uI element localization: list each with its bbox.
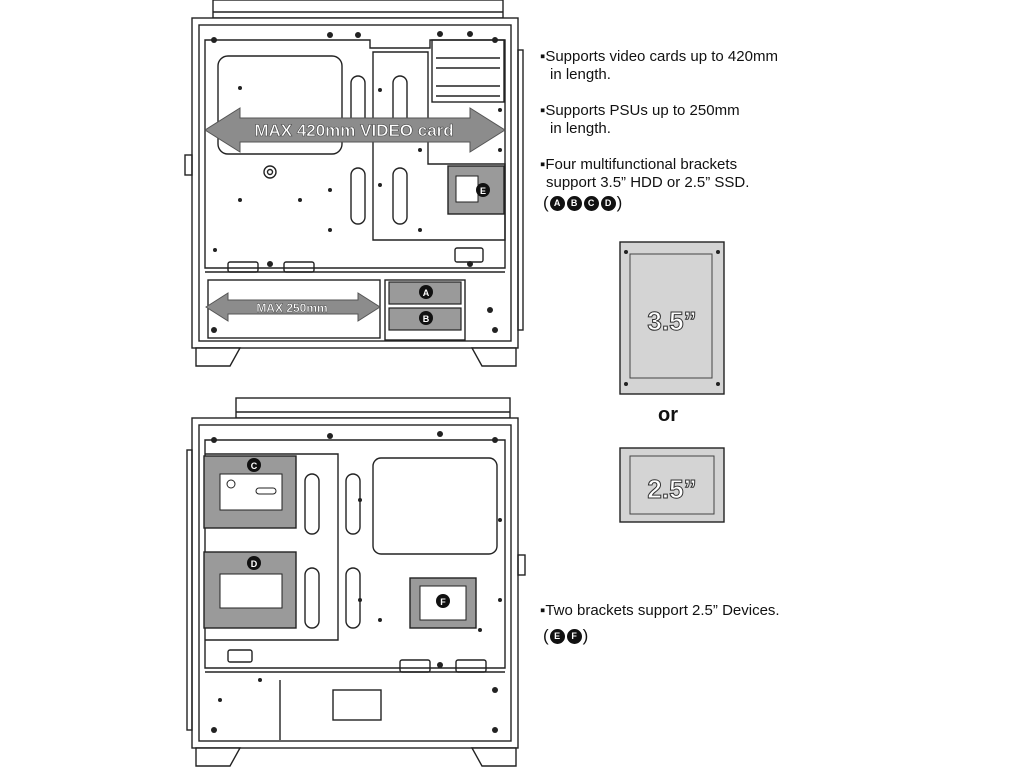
badge-a: A bbox=[550, 196, 565, 211]
bracket-c-label: C bbox=[250, 461, 258, 471]
bracket-c bbox=[204, 456, 296, 528]
ssd-2-5-drive bbox=[620, 448, 724, 522]
bracket-d bbox=[204, 552, 296, 628]
badge-f: F bbox=[567, 629, 582, 644]
brackets-note-line1: ▪Four multifunctional brackets bbox=[540, 156, 738, 173]
hdd-3-5-drive bbox=[620, 242, 724, 394]
hdd-label: 3.5” bbox=[647, 306, 697, 336]
psu-note-line1: ▪Supports PSUs up to 250mm bbox=[540, 102, 740, 119]
badge-b: B bbox=[567, 196, 582, 211]
bracket-d-label: D bbox=[250, 559, 258, 569]
bracket-f bbox=[410, 578, 476, 628]
badge-d: D bbox=[601, 196, 616, 211]
bracket-e bbox=[448, 166, 504, 214]
badge-e: E bbox=[550, 629, 565, 644]
video-note-line2: in length. bbox=[550, 66, 611, 83]
brackets-badges: ( A B C D ) bbox=[543, 193, 623, 212]
video-note-line1: ▪Supports video cards up to 420mm bbox=[540, 48, 778, 65]
or-label: or bbox=[658, 404, 678, 426]
badge-c: C bbox=[584, 196, 599, 211]
psu-arrow-label: MAX 250mm bbox=[256, 301, 328, 315]
video-card-arrow-label: MAX 420mm VIDEO card bbox=[254, 121, 454, 140]
brackets-note bbox=[540, 156, 749, 192]
psu-note bbox=[540, 102, 740, 138]
two-brackets-note-line1: ▪Two brackets support 2.5” Devices. bbox=[540, 602, 780, 619]
bracket-e-label: E bbox=[479, 186, 487, 196]
video-card-note bbox=[540, 48, 778, 84]
ssd-label: 2.5” bbox=[647, 474, 697, 504]
bracket-f-label: F bbox=[440, 597, 446, 607]
bracket-b-label: B bbox=[422, 314, 430, 324]
two-brackets-note bbox=[540, 602, 780, 620]
brackets-note-line2: support 3.5” HDD or 2.5” SSD. bbox=[546, 174, 750, 191]
bracket-a-label: A bbox=[422, 288, 430, 298]
hdd-cage bbox=[385, 280, 465, 340]
psu-note-line2: in length. bbox=[550, 120, 611, 137]
two-brackets-badges: ( E F ) bbox=[543, 626, 589, 645]
